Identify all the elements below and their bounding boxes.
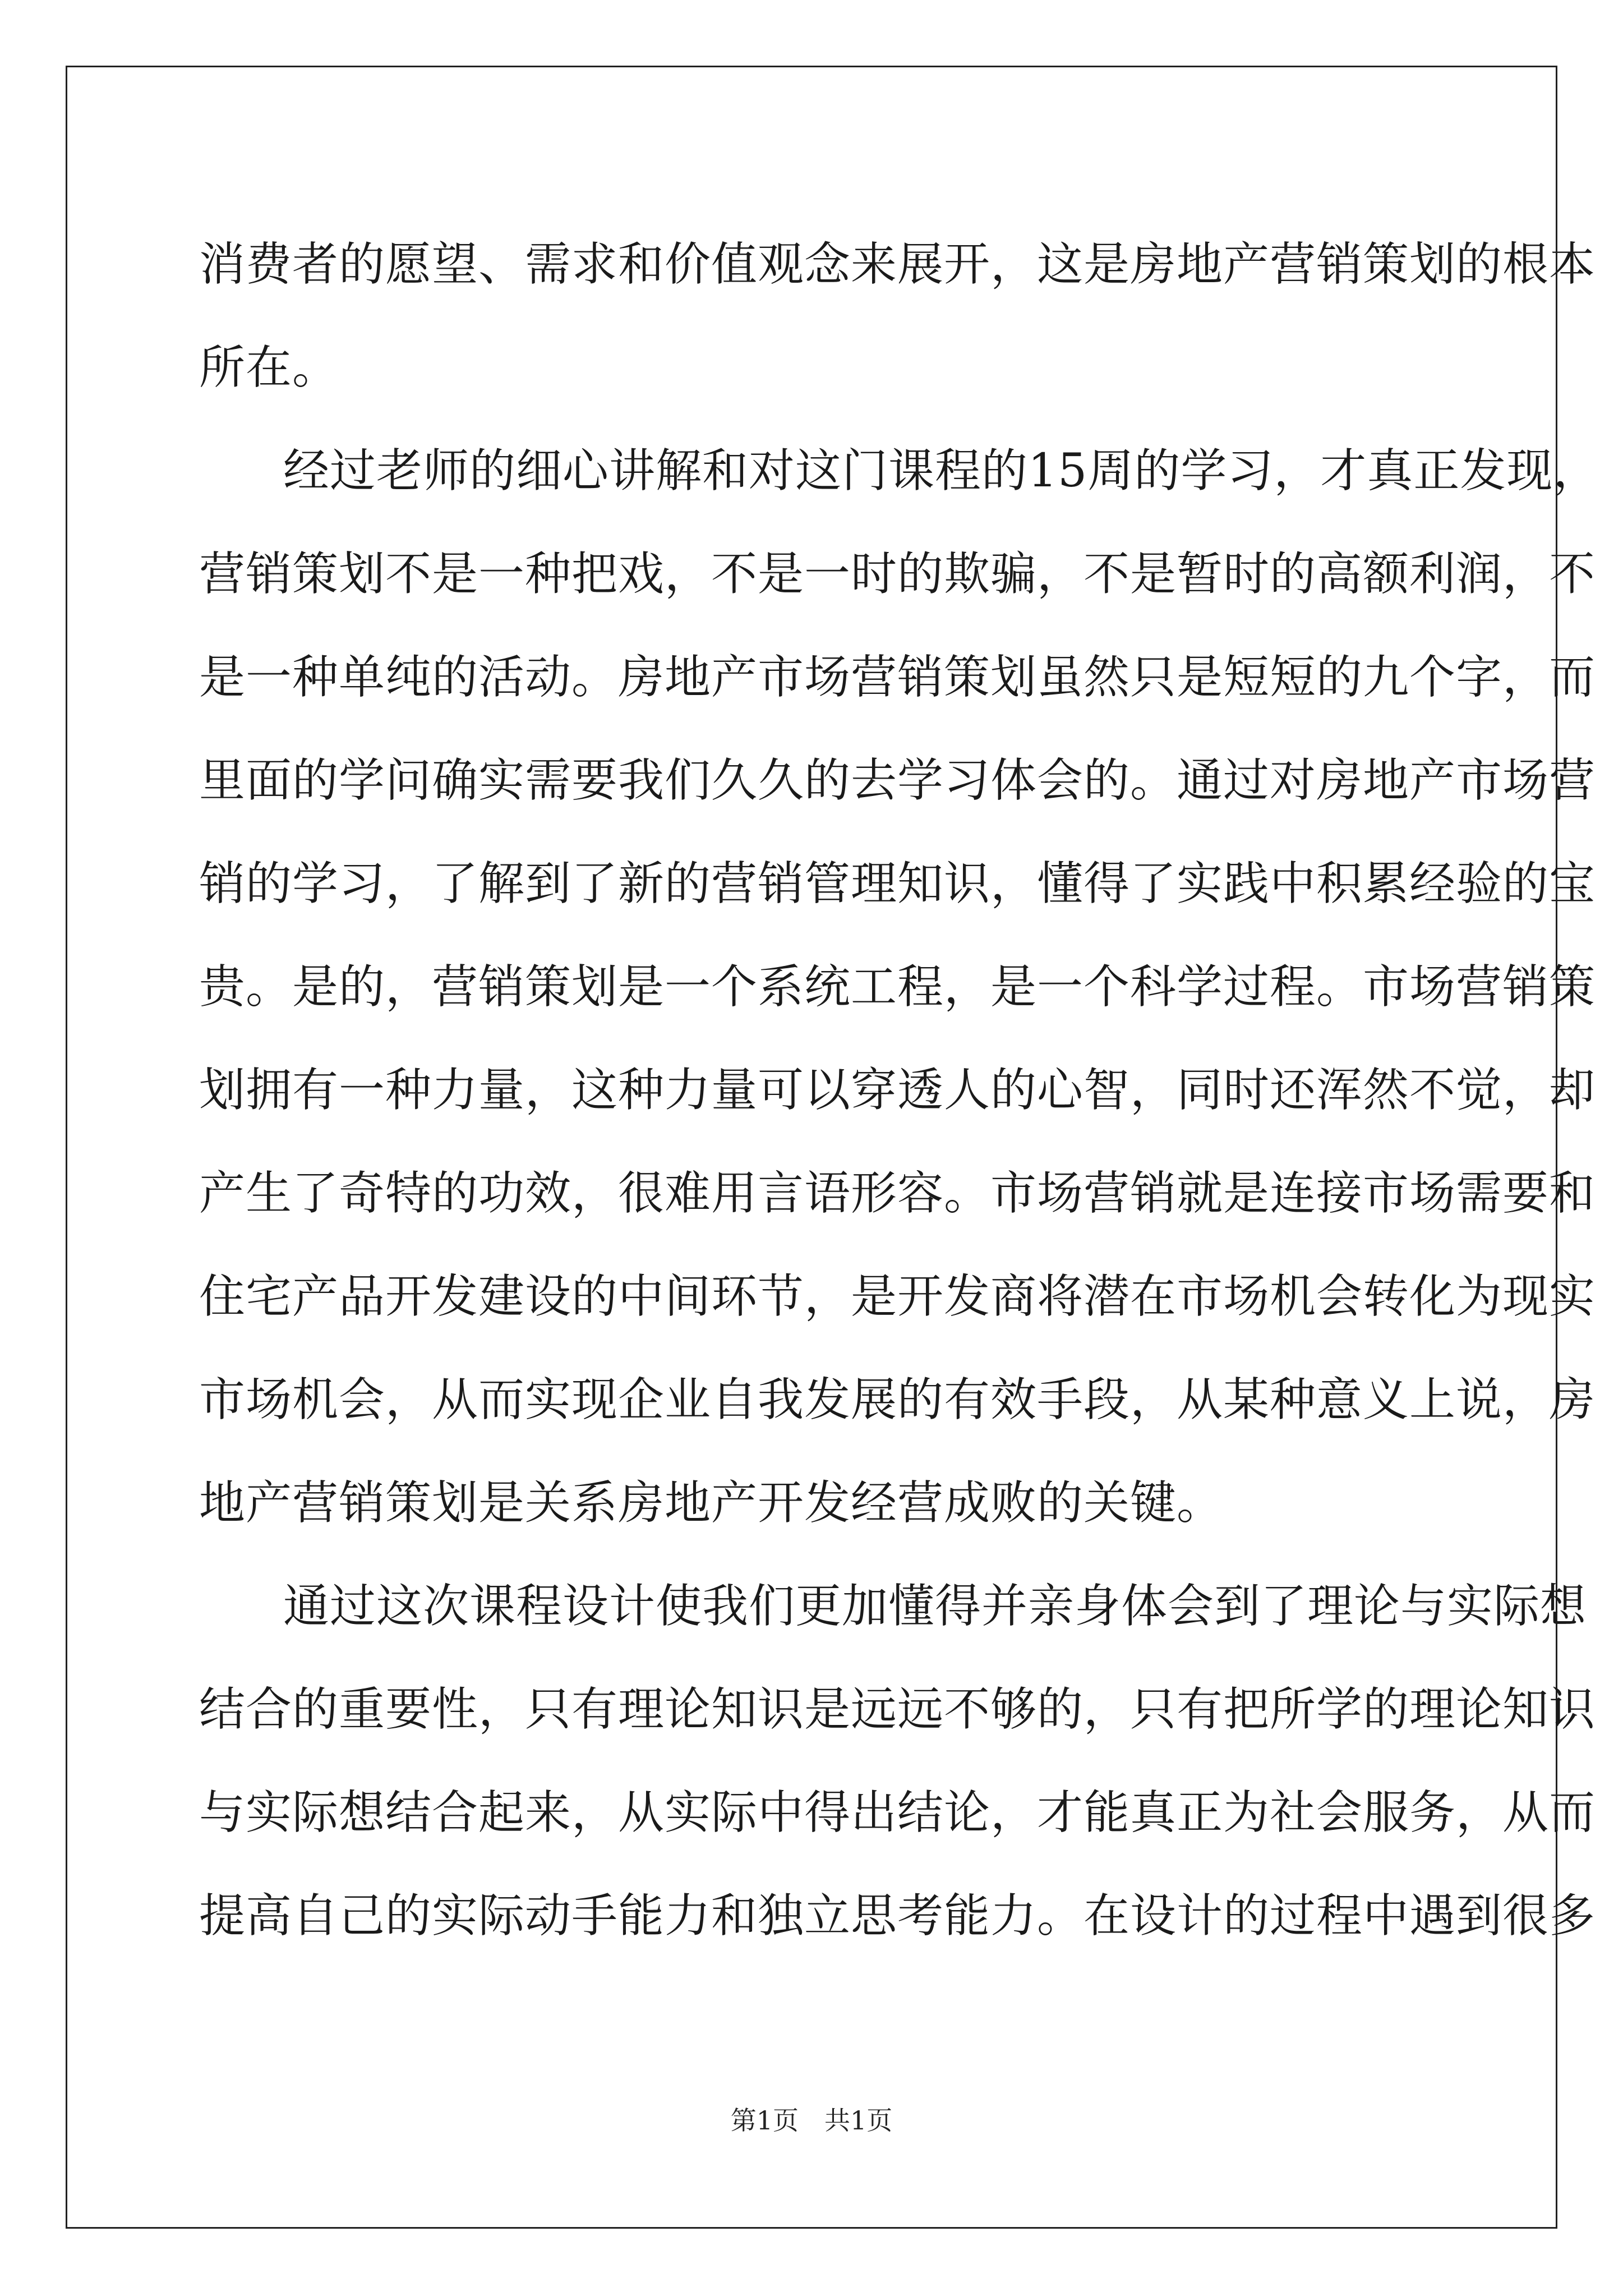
text-line: 营销策划不是一种把戏，不是一时的欺骗，不是暂时的高额利润，不 [199,547,1596,601]
text-line: 消费者的愿望、需求和价值观念来展开，这是房地产营销策划的根本 [199,238,1596,291]
text-line: 是一种单纯的活动。房地产市场营销策划虽然只是短短的九个字，而 [199,651,1596,704]
text-line: 销的学习，了解到了新的营销管理知识，懂得了实践中积累经验的宝 [199,857,1596,910]
text-line: 里面的学问确实需要我们久久的去学习体会的。通过对房地产市场营 [199,754,1596,807]
text-line: 通过这次课程设计使我们更加懂得并亲身体会到了理论与实际想 [283,1580,1587,1633]
text-line: 经过老师的细心讲解和对这门课程的15周的学习，才真正发现， [283,444,1600,498]
text-line: 市场机会，从而实现企业自我发展的有效手段，从某种意义上说，房 [199,1373,1596,1427]
text-line: 住宅产品开发建设的中间环节，是开发商将潜在市场机会转化为现实 [199,1270,1596,1323]
text-line: 提高自己的实际动手能力和独立思考能力。在设计的过程中遇到很多 [199,1889,1596,1943]
text-line: 划拥有一种力量，这种力量可以穿透人的心智，同时还浑然不觉，却 [199,1064,1596,1117]
page-footer: 第1页 共1页 [730,2105,893,2136]
text-line: 贵。是的，营销策划是一个系统工程，是一个科学过程。市场营销策 [199,960,1596,1014]
text-line: 产生了奇特的功效，很难用言语形容。市场营销就是连接市场需要和 [199,1167,1596,1220]
text-line: 与实际想结合起来，从实际中得出结论，才能真正为社会服务，从而 [199,1786,1596,1839]
document-body [199,213,1600,1968]
text-line: 地产营销策划是关系房地产开发经营成败的关键。 [199,1476,1224,1530]
text-line: 结合的重要性，只有理论知识是远远不够的，只有把所学的理论知识 [199,1683,1596,1736]
text-line: 所在。 [199,341,339,394]
